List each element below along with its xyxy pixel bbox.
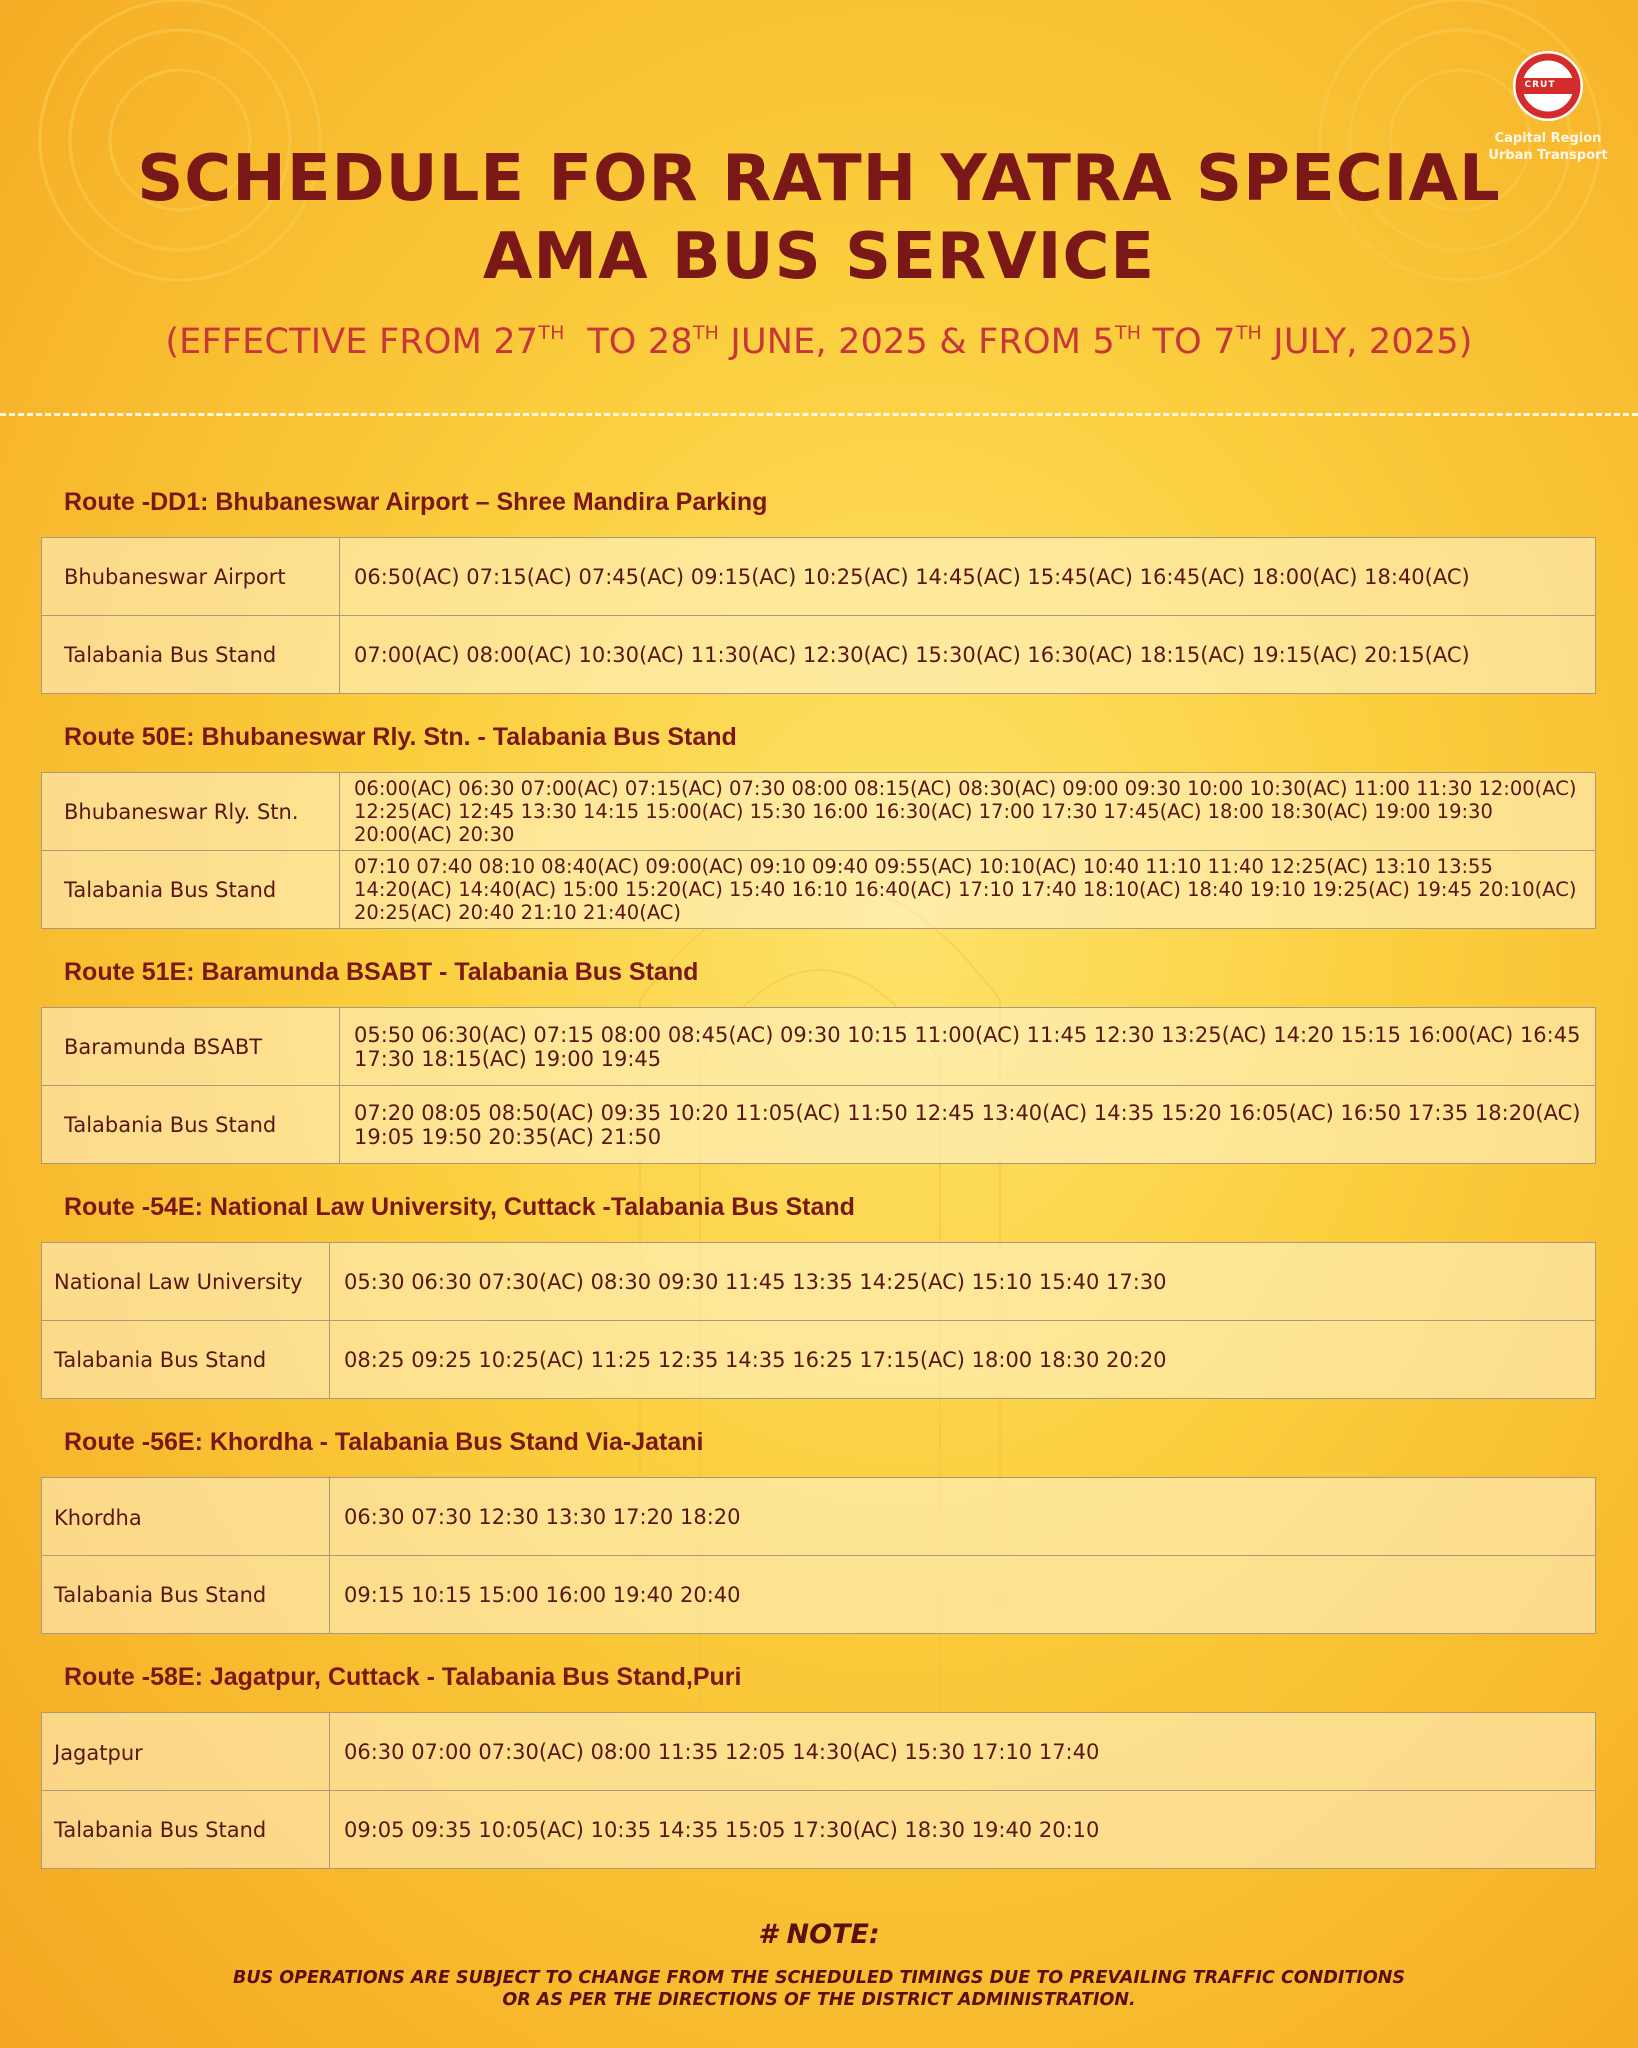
effective-dates: (EFFECTIVE FROM 27TH TO 28TH JUNE, 2025 & FROM 5TH TO 7TH JULY, 2025) [165,322,1473,362]
route-title-56e: Route -56E: Khordha - Talabania Bus Stand Via-Jatani [64,1428,704,1456]
stop-name: Talabania Bus Stand [42,1791,330,1869]
schedule-table-51e [41,1007,1596,1164]
departure-times: 06:00(AC) 06:30 07:00(AC) 07:15(AC) 07:30 08:00 08:15(AC) 08:30(AC) 09:00 09:30 10:00 10:30(AC) 11:00 11:30 12:00(AC) 12:25(AC) 12:45 13:30 14:15 15:00(AC) 15:30 16:00 16:30(AC) 17:00 17:30 17:45(AC) 18:00 18:30(AC) 19:00 19:30 20:00(AC) 20:30 [340,773,1596,851]
logo-mark-text: CRUT [1524,80,1556,90]
title-line-1: SCHEDULE FOR RATH YATRA SPECIAL [137,142,1501,216]
departure-times: 06:30 07:30 12:30 13:30 17:20 18:20 [330,1478,1596,1556]
table-row [42,616,1596,694]
schedule-table-dd1 [41,537,1596,694]
stop-name: Talabania Bus Stand [42,1086,340,1164]
schedule-table-54e [41,1242,1596,1399]
logo-line-2: Urban Transport [1488,148,1608,163]
note-heading: # NOTE: [758,1919,880,1950]
departure-times: 08:25 09:25 10:25(AC) 11:25 12:35 14:35 16:25 17:15(AC) 18:00 18:30 20:20 [330,1321,1596,1399]
stop-name: Jagatpur [42,1713,330,1791]
stop-name: Bhubaneswar Rly. Stn. [42,773,340,851]
departure-times: 07:00(AC) 08:00(AC) 10:30(AC) 11:30(AC) 12:30(AC) 15:30(AC) 16:30(AC) 18:15(AC) 19:15(AC) 20:15(AC) [340,616,1596,694]
departure-times: 06:30 07:00 07:30(AC) 08:00 11:35 12:05 14:30(AC) 15:30 17:10 17:40 [330,1713,1596,1791]
stop-name: Talabania Bus Stand [42,616,340,694]
schedule-table-50e [41,772,1596,929]
note-line-1: BUS OPERATIONS ARE SUBJECT TO CHANGE FROM THE SCHEDULED TIMINGS DUE TO PREVAILING TRAFFIC CONDITIONS [233,1968,1405,1988]
schedule-table-56e [41,1477,1596,1634]
table-row [42,1008,1596,1086]
table-row [42,1478,1596,1556]
route-title-54e: Route -54E: National Law University, Cuttack -Talabania Bus Stand [64,1193,855,1221]
divider [0,413,1638,416]
stop-name: Talabania Bus Stand [42,1321,330,1399]
stop-name: Khordha [42,1478,330,1556]
table-row [42,773,1596,851]
logo-line-1: Capital Region [1494,131,1602,146]
stop-name: Talabania Bus Stand [42,851,340,929]
table-row [42,1556,1596,1634]
note-text [0,1967,1638,2011]
departure-times: 05:50 06:30(AC) 07:15 08:00 08:45(AC) 09:30 10:15 11:00(AC) 11:45 12:30 13:25(AC) 14:20 15:15 16:00(AC) 16:45 17:30 18:15(AC) 19:00 19:45 [340,1008,1596,1086]
route-title-50e: Route 50E: Bhubaneswar Rly. Stn. - Talabania Bus Stand [64,723,737,751]
page-title [0,140,1638,296]
table-row [42,1713,1596,1791]
stop-name: Bhubaneswar Airport [42,538,340,616]
stop-name: National Law University [42,1243,330,1321]
schedule-table-58e [41,1712,1596,1869]
title-line-2: AMA BUS SERVICE [482,220,1156,294]
departure-times: 09:15 10:15 15:00 16:00 19:40 20:40 [330,1556,1596,1634]
stop-name: Talabania Bus Stand [42,1556,330,1634]
departure-times: 07:20 08:05 08:50(AC) 09:35 10:20 11:05(AC) 11:50 12:45 13:40(AC) 14:35 15:20 16:05(AC) 16:50 17:35 18:20(AC) 19:05 19:50 20:35(AC) 21:50 [340,1086,1596,1164]
route-title-dd1: Route -DD1: Bhubaneswar Airport – Shree Mandira Parking [64,488,768,516]
table-row [42,538,1596,616]
note-line-2: OR AS PER THE DIRECTIONS OF THE DISTRICT ADMINISTRATION. [502,1990,1136,2010]
route-title-51e: Route 51E: Baramunda BSABT - Talabania Bus Stand [64,958,699,986]
departure-times: 09:05 09:35 10:05(AC) 10:35 14:35 15:05 17:30(AC) 18:30 19:40 20:10 [330,1791,1596,1869]
departure-times: 05:30 06:30 07:30(AC) 08:30 09:30 11:45 13:35 14:25(AC) 15:10 15:40 17:30 [330,1243,1596,1321]
table-row [42,1321,1596,1399]
table-row [42,851,1596,929]
route-title-58e: Route -58E: Jagatpur, Cuttack - Talabania Bus Stand,Puri [64,1663,742,1691]
table-row [42,1086,1596,1164]
table-row [42,1791,1596,1869]
stop-name: Baramunda BSABT [42,1008,340,1086]
table-row [42,1243,1596,1321]
departure-times: 06:50(AC) 07:15(AC) 07:45(AC) 09:15(AC) 10:25(AC) 14:45(AC) 15:45(AC) 16:45(AC) 18:00(AC) 18:40(AC) [340,538,1596,616]
departure-times: 07:10 07:40 08:10 08:40(AC) 09:00(AC) 09:10 09:40 09:55(AC) 10:10(AC) 10:40 11:10 11:40 12:25(AC) 13:10 13:55 14:20(AC) 14:40(AC) 15:00 15:20(AC) 15:40 16:10 16:40(AC) 17:10 17:40 18:10(AC) 18:40 19:10 19:25(AC) 19:45 20:10(AC) 20:25(AC) 20:40 21:10 21:40(AC) [340,851,1596,929]
